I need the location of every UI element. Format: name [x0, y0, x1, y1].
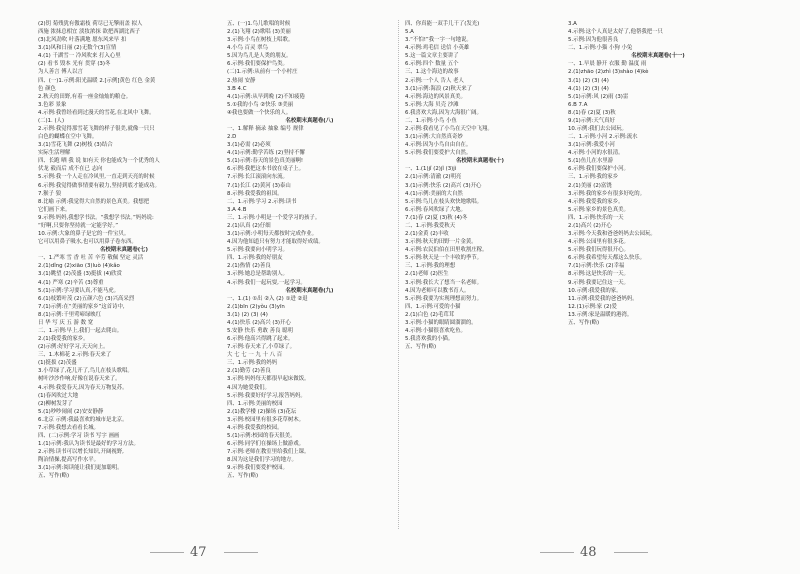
answer-line: 2.(1)zhāo (2)zhì (3)shào (4)kè [568, 69, 649, 76]
page-number: 47 [190, 545, 207, 560]
answer-line: 4.(1) 严寒 (2)辛苦 (3)尊重 [38, 279, 104, 286]
answer-line: 2.(1)白色 (2)毛茸茸 [405, 311, 455, 318]
answer-line: 4.(1)示例:从早到晚 (2)不知疲倦 [227, 93, 305, 100]
right-page-column-2 [568, 20, 748, 327]
answer-line: 9.示例:我要记住这一天。 [568, 279, 629, 286]
answer-line: (2)示例:好好学习,天天向上。 [38, 344, 109, 351]
page-number-rule [614, 552, 648, 553]
answer-line: 4.示例:公园里有很多花。 [568, 239, 629, 246]
answer-line: 5.示例:我要好好学习,报答妈妈。 [227, 392, 306, 399]
answer-line: 5.我喜欢我的小猫。 [405, 336, 454, 343]
answer-line: 实际生活理解 [38, 150, 71, 157]
answer-line: 2.(1)我爱我的家乡。 [38, 336, 89, 343]
answer-line: 10.示例:我爱我的家。 [568, 287, 622, 294]
answer-line: 5.示例:因为他很善良 [568, 37, 619, 44]
answer-line: 3.(1)示例:小明每天都按时完成作业。 [227, 231, 318, 238]
answer-line: 6.B 7.A [568, 101, 588, 108]
answer-line: 3.“不怕!”我一字一句地说。 [405, 37, 472, 44]
right-page [400, 0, 800, 574]
answer-line: 6.示例:他高兴得跳了起来。 [227, 336, 294, 343]
answer-line: (3)北风劲吹 叶落满地 愿东风来早 扣 [38, 37, 127, 44]
answer-line: 三、1.示例:我的理想 [405, 263, 456, 270]
answer-line: 4.示例:我爱我的家乡。 [568, 198, 624, 205]
page-number-rule [150, 552, 184, 553]
answer-line: 4.示例:海边的风景真美。 [405, 93, 466, 100]
answer-line: 五、写作(略) [568, 319, 600, 326]
answer-line: 4.示例:农民伯伯在田里收割庄稼。 [405, 247, 488, 254]
answer-line: 2.D [227, 134, 237, 141]
answer-line: 二、1.示例:学习 2.示例:读书 [227, 198, 297, 205]
answer-line: 5.示例:鸟儿在枝头欢快地歌唱。 [405, 198, 483, 205]
answer-line: 3.(1)示例:阅读能让我们更加聪明。 [38, 465, 123, 472]
answer-line: 3.(1)示例:大自然真奇妙 [405, 134, 463, 141]
answer-line: 5.(1)示例:风 (2)雨 (3)雷 [568, 93, 629, 100]
answer-line: 2.(1)bīn (2)yǒu (3)yīn [227, 303, 285, 310]
answer-line: 一、1.(1) ①出 ②入 (2) ①进 ②退 [227, 295, 308, 302]
answer-line: 1.(1)示例:我认为读书是最好的学习方法。 [38, 441, 139, 448]
answer-line: 8.示例:这是快乐的一天。 [568, 271, 629, 278]
answer-line: 它们画下来。 [38, 206, 71, 213]
page-number-rule [224, 552, 258, 553]
answer-line: 5.因为鸟儿是人类的朋友。 [227, 53, 292, 60]
answer-line: 4.示例:我们一起玩耍,一起学习。 [227, 279, 306, 286]
answer-line: 2.热闹 安静 [227, 77, 256, 84]
answer-line: 3.(1) (2) (3) (4) [568, 77, 609, 84]
answer-line: 四、你真能一双手儿干了(发光) [405, 21, 480, 27]
answer-line: 陶冶情操,提高写作水平。 [38, 457, 100, 464]
answer-line: 3.(1)必需 (2)必须 [227, 142, 271, 149]
answer-line: 5.示例:我们玩得很开心。 [568, 247, 629, 254]
answer-line: 一、1.早晨 静开 衣服 勤 温度 雨 [568, 61, 647, 68]
answer-line: 三、1.示例:我的家乡 [568, 174, 619, 181]
answer-line: 一、1.(1)jǐ (2)jǐ (3)jì [405, 166, 457, 173]
answer-line: 二、1.示例:我爱秋天 [405, 222, 456, 229]
answer-line: 3.(1)示例:我爱小河 [568, 142, 615, 149]
answer-line: 3.示例:她总是帮助别人。 [227, 271, 288, 278]
section-title: 名校期末真题卷(七) [99, 247, 149, 254]
answer-line: 2.(1)示例:清澈 (2)明亮 [405, 174, 462, 181]
answer-line: 四、1.示例:快乐的一天 [568, 214, 624, 221]
answer-line: 5.示例:我要为实现理想而努力。 [405, 295, 483, 302]
answer-line: (二)1.示例:从前有一个小村庄 [227, 69, 298, 76]
answer-line: 4.因为她爱我们。 [227, 384, 270, 391]
answer-line: 四、(一)1.示例:阳光温暖 2.[示例]黄色 红色 金黄 [38, 77, 156, 84]
answer-line: 7.示例:长江滚滚向东流。 [227, 174, 288, 181]
answer-line: 6.(1)枝繁叶茂 (2)五颜六色 (3)兴高采烈 [38, 295, 135, 302]
answer-line: 二、1.示例:小河 2.示例:流水 [568, 134, 638, 141]
answer-line: 7.(1)春 (2)夏 (3)秋 (4)冬 [405, 214, 468, 221]
answer-line: (1)挺拔 (2)茂盛 [38, 360, 77, 367]
answer-line: 4.示例:我爱我的校园。 [227, 424, 283, 431]
answer-line: 4.(1) (2) (3) (4) [568, 85, 609, 92]
page-divider [398, 20, 399, 529]
answer-line: 西施 浓抹总相宜 淡妆浓抹 欲把西湖比西子 [38, 29, 141, 36]
answer-line: 五、写作(略) [227, 473, 259, 480]
answer-line: 一、1.严寒 雪 香 吐 苦 辛劳 敬佩 坚定 灵活 [38, 255, 144, 262]
answer-line: 日 华 写 庆 五 游 数 宽 [38, 319, 94, 326]
answer-line: 10.示例:大象的鼻子是它的一件宝贝。 [38, 231, 130, 238]
answer-line: 13.示例:家是温暖的港湾。 [568, 311, 633, 318]
section-title: 名校期末真题卷(九) [285, 287, 334, 294]
answer-line: 8.比喻 示例:我觉得大自然的景色真美。我想把 [38, 198, 150, 205]
answer-line: 2.(1)飞翔 (2)歌唱 (3)美丽 [227, 29, 291, 36]
answer-line: 5.A [405, 29, 414, 36]
answer-line: 5.(1)示例:春天的景色真美丽啊! [227, 158, 304, 165]
left-page-column-1 [38, 20, 210, 480]
answer-line: 4.示例:这个人真是太好了,他帮我把一只 [568, 29, 663, 36]
answer-line: 2.示例:读书可以增长知识,开阔视野, [38, 449, 124, 456]
answer-line: 2.示例:我看见了小鸟在天空中飞翔。 [405, 126, 493, 133]
answer-line: 5.示例:大海 贝壳 沙滩 [405, 101, 459, 108]
answer-line: 5.示例:我们要爱护大自然。 [405, 150, 472, 157]
answer-line: 5.示例:我要向小明学习。 [227, 247, 288, 254]
section-title: 名校期末真题卷(八) [285, 117, 334, 124]
answer-line: 4.示例:因为小鸟自由自在。 [405, 142, 472, 149]
answer-line: 3.示例:秋天的田野一片金黄。 [405, 239, 477, 246]
answer-line: 8.(1)春 (2)夏 (3)秋 [568, 109, 616, 116]
answer-line: 6.示例:我把这本书放在桌子上。 [227, 166, 305, 173]
answer-line: 二、1.示例:小鸟 小鱼 [405, 117, 457, 124]
answer-line: 3.小草绿了,花儿开了,鸟儿在枝头歌唱。 [38, 368, 133, 375]
answer-line: “好啊,只要你坚持就一定能学好。” [38, 222, 119, 229]
answer-line: 6.我喜欢大海,因为大海很广阔。 [405, 109, 482, 116]
answer-line: 为人善言 傅人以言 [38, 69, 83, 76]
answer-line: 3.示例:校园里有很多花草树木。 [227, 416, 305, 423]
answer-line: 4.示例:小猫很喜欢吃鱼。 [405, 327, 466, 334]
answer-line: 5.①我的小鸟 ②快乐 ③美丽 [227, 101, 294, 108]
answer-line: 4.(1)示例:勤学苦练 (2)坚持不懈 [227, 150, 305, 157]
answer-line: 6.示例:我觉得做事情要有毅力,坚持到底才能成功。 [38, 182, 160, 189]
answer-line: 四、1.示例:可爱的小猫 [405, 303, 461, 310]
answer-line: 5.(1)吵吵闹闹 (2)安安静静 [38, 408, 104, 415]
answer-line: 树叶沙沙作响,好像在说春天来了。 [38, 376, 121, 383]
answer-line: (2)柳树发芽了 [38, 400, 73, 407]
answer-line: 3.示例:妈妈每天都很早起床做饭。 [227, 376, 310, 383]
answer-line: 3.(1) (2) (3) (4) [227, 311, 268, 318]
answer-line: 3.(1)风和日丽 (2)无数个(3)宣情 [38, 45, 117, 52]
answer-line: 2.示例:我觉得那雪花飞舞的样子很美,就像一只只 [38, 126, 155, 133]
section-title: 名校期末真题卷(十一) [631, 53, 685, 60]
answer-line: 7.示例:春天来了,小草绿了。 [227, 344, 295, 351]
answer-line: 7.示例:老师在教室里给我们上课。 [227, 449, 310, 456]
answer-line: 12.(1)示例:家 (2)爱 [568, 303, 617, 310]
answer-line: 5.(1)鱼儿在水里游 [568, 158, 614, 165]
answer-line: 6.示例:我们要保护小河。 [568, 166, 629, 173]
answer-line: 2.(1)美丽 (2)富饶 [568, 182, 612, 189]
answer-line: 四、长跑 晒 我 说 如有天 你也能成为一个优秀的人 [38, 158, 160, 165]
page-number: 48 [580, 545, 597, 560]
answer-line: 4.(1)快乐 (2)高兴 (3)开心 [227, 319, 291, 326]
answer-line: 三、1.示例:小明是一个爱学习的孩子。 [227, 214, 321, 221]
answer-line: ④我也要做一个快乐的人。 [227, 109, 292, 116]
answer-line: 2.(1)dǐng (2)xiāo (3)luò (4)kǎo [38, 263, 120, 270]
section-title: 名校期末真题卷(十) [455, 158, 505, 165]
answer-line: 伏龙 毅而后 成不在已 志向 [38, 166, 103, 173]
answer-line: 3.(1)眺望 (2)茂盛 (3)挺拔 (4)欣赏 [38, 271, 122, 278]
answer-line: 3.示例:小鸟在树枝上唱歌。 [227, 37, 294, 44]
answer-line: 3.示例:我长大了想当一名老师。 [405, 279, 483, 286]
answer-line: 7.(1)示例:快乐 (2)幸福 [568, 263, 625, 270]
right-page-column-1 [405, 20, 555, 351]
answer-line: 2.秋天的田野,有着一座金灿灿的粮仓。 [38, 93, 132, 100]
answer-line: 4.示例:我爱春天,因为春天万物复苏。 [38, 384, 128, 391]
answer-line: 6.示例:我希望每天都这么快乐。 [568, 255, 646, 262]
answer-line: 4.因为老师可以教书育人。 [405, 287, 470, 294]
answer-line: 三、1.木棉花 2.示例:春天来了 [38, 352, 112, 359]
answer-line: 4.因为他知道只有努力才能取得好成绩。 [227, 239, 324, 246]
answer-line: 3.色彩 景象 [38, 101, 67, 108]
answer-line: 9.(1)示例:天气真好 [568, 117, 615, 124]
answer-line: (二)1. (人) [38, 117, 65, 124]
answer-line: 2.(1)勤劳 (2)善良 [227, 368, 271, 375]
answer-line: 四、1.示例:我的好朋友 [227, 255, 283, 262]
answer-line: 3.示例:今天我和爸爸妈妈去公园玩。 [568, 231, 656, 238]
answer-line: 3.(1)雪花飞舞 (2)树枝 (3)结合 [38, 142, 113, 149]
answer-line: 3.(1)示例:快乐 (2)高兴 (3)开心 [405, 182, 482, 189]
answer-line: 7.示例:我想去看看长城。 [38, 424, 99, 431]
answer-line: 大 七 七 一 九 十 八 百 [227, 352, 283, 359]
answer-line: 11.示例:我爱我的爸爸妈妈。 [568, 295, 638, 302]
answer-line: 4.(1) 千湖雪一 冷风吹来 打入心里 [38, 53, 121, 60]
answer-line: 7.(1)示例:在“美丽的家乡”这首诗中, [38, 303, 125, 310]
answer-line: 6.北京 示例:我最喜欢的城市是北京。 [38, 416, 128, 423]
answer-line: 9.示例:我们要爱护校园。 [227, 465, 288, 472]
page-number-rule [540, 552, 574, 553]
answer-line: 5.示例:我一个人走在冷风里,一直走到天亮的时候 [38, 174, 155, 181]
answer-line: (2)钥 菊残犹有傲霜枝 荷尽已无擎雨盖 拟人 [38, 21, 143, 27]
answer-line: 五、(一)1.鸟儿歌唱的时候 [227, 21, 291, 27]
answer-line: 2.(1)教学楼 (2)操场 (3)花坛 [227, 408, 297, 415]
answer-line: 6.示例:我们要保护鸟类。 [227, 61, 288, 68]
answer-line: 3.示例:小猫的眼睛圆溜溜的。 [405, 319, 477, 326]
answer-line: 5.这一篇文章主要讲了 [405, 53, 459, 60]
answer-line: 2.(1)金黄 (2)丰收 [405, 231, 449, 238]
answer-line: 6.示例:四个 数量 五个 [405, 61, 459, 68]
answer-line: 6.示例:春风吹绿了大地。 [405, 206, 466, 213]
answer-line: 2.示例:一个人 告人 老人 [405, 77, 464, 84]
answer-line: 5.示例:秋天是一个丰收的季节。 [405, 255, 483, 262]
answer-line: 6.示例:同学们在操场上做游戏。 [227, 441, 305, 448]
answer-line: 3.示例:我的家乡有很多好吃的。 [568, 190, 646, 197]
answer-line: 三、1.示例:我的妈妈 [227, 360, 278, 367]
answer-line: 2.(1)认真 (2)仔细 [227, 222, 271, 229]
answer-line: 2.(1)老师 (2)医生 [405, 271, 449, 278]
answer-line: 9.示例:妈妈,我想学书法。“我想学书法。”妈妈说: [38, 214, 154, 221]
answer-line: 8.因为这是我们学习的地方。 [227, 457, 297, 464]
answer-line: 7.猴子 狼 [38, 190, 62, 197]
left-page-column-2 [227, 20, 392, 480]
answer-line: 4.(1)示例:美丽的大自然 [405, 190, 463, 197]
answer-line: 5.安静 快乐 勇敢 善良 聪明 [227, 327, 293, 334]
answer-line: 3.(1)示例:海浪 (2)秋天来了 [405, 85, 473, 92]
answer-line: 10.示例:我们去公园玩。 [568, 126, 627, 133]
answer-line: 二、1.示例:小猫 小狗 小兔 [568, 45, 633, 52]
answer-line: 2.(1)高兴 (2)开心 [568, 222, 612, 229]
answer-line: (2) 看书 毁本 光有 贯穿 (3)冬 [38, 61, 111, 68]
answer-line: 4.示例:我曾经看到过漫天的雪花,在北风中飞舞。 [38, 109, 155, 116]
answer-line: 5.(1)示例:校园的春天很美。 [227, 432, 296, 439]
answer-line: 它可以用鼻子吸水,也可以用鼻子卷东西。 [38, 239, 137, 246]
answer-line: 四、1.示例:美丽的校园 [227, 400, 283, 407]
answer-line: 8.示例:我爱我的祖国。 [227, 190, 283, 197]
answer-line: 5.(1)示例:学习要认真,不能马虎。 [38, 287, 119, 294]
answer-line: 7.(1)长江 (2)黄河 (3)泰山 [227, 182, 291, 189]
answer-line: 4.示例:小河的水很清。 [568, 150, 624, 157]
answer-line: 一、1.解释 摘录 抽象 编号 规律 [227, 126, 304, 133]
answer-line: 2.(1)热情 (2)善良 [227, 263, 271, 270]
answer-line: 三、1.这个海边的故事 [405, 69, 459, 76]
answer-line: 五、写作(略) [405, 344, 437, 351]
answer-line: 四、(二)示例:学习 读书 写字 画画 [38, 432, 120, 439]
answer-line: 3.B 4.C [227, 85, 247, 92]
answer-line: 8.(1)示例:千里莺啼绿映红 [38, 311, 102, 318]
answer-line: 4.小鸟 百灵 翠鸟 [227, 45, 268, 52]
answer-line: 二、1.示例:早上,我们一起去爬山。 [38, 327, 123, 334]
answer-line: 白色的蝴蝶在空中飞舞。 [38, 134, 98, 141]
answer-line: 色 颜色 [38, 85, 56, 92]
answer-line: 5.示例:家乡的景色真美。 [568, 206, 629, 213]
answer-line: 3.A [568, 21, 577, 27]
answer-line: 4.示例:鸡毛信 送信 小英雄 [405, 45, 470, 52]
answer-line: 3.A 4.B [227, 206, 247, 213]
answer-line: 五、写作(略) [38, 473, 70, 480]
answer-line: (1)春风吹过大地 [38, 392, 78, 399]
